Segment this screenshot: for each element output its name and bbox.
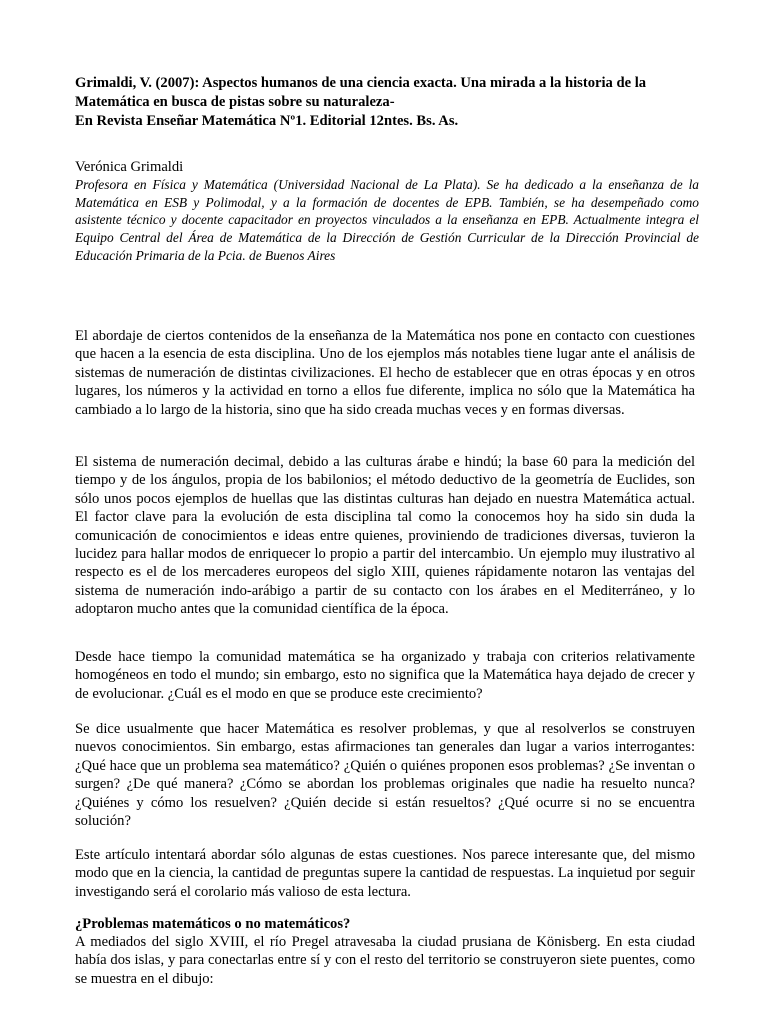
citation-line: Grimaldi, V. (2007): Aspectos humanos de una ciencia exacta. Una mirada a la historia de la — [75, 75, 647, 91]
citation-block — [75, 74, 705, 131]
citation-line: En Revista Enseñar Matemática Nº1. Editorial 12ntes. Bs. As. — [75, 113, 459, 129]
body-paragraph: A mediados del siglo XVIII, el río Pregel atravesaba la ciudad prusiana de Könisberg. En esta ciudad había dos islas, y para conectarlas entre sí y con el resto del territorio se construyeron siete puentes, como se muestra en el dibujo: — [75, 934, 695, 987]
body-paragraph: Desde hace tiempo la comunidad matemática se ha organizado y trabaja con criterios relativamente homogéneos en todo el mundo; sin embargo, esto no significa que la Matemática haya dejado de crecer y de evolucionar. ¿Cuál es el modo en que se produce este crecimiento? — [75, 649, 695, 702]
body-paragraph: Este artículo intentará abordar sólo algunas de estas cuestiones. Nos parece interesante que, del mismo modo que en la ciencia, la cantidad de preguntas supere la cantidad de respuestas. La inquietud por seguir investigando será el corolario más valioso de esta lectura. — [75, 847, 695, 900]
section-heading: ¿Problemas matemáticos o no matemáticos? — [75, 916, 351, 932]
author-bio: Profesora en Física y Matemática (Universidad Nacional de La Plata). Se ha dedicado a la enseñanza de la Matemática en ESB y Polimodal, y a la formación de docentes de EPB. También, se ha desempeñado como asistente técnico y docente capacitador en proyectos vinculados a la enseñanza en EPB. Actualmente integra el Equipo Central del Área de Matemática de la Dirección de Gestión Curricular de la Dirección Provincial de Educación Primaria de la Pcia. de Buenos Aires — [75, 177, 699, 263]
body-paragraph: El abordaje de ciertos contenidos de la enseñanza de la Matemática nos pone en contacto con cuestiones que hacen a la esencia de esta disciplina. Uno de los ejemplos más notables tiene lugar ante el análisis de sistemas de numeración de distintas civilizaciones. El hecho de establecer que en otras épocas y en otros lugares, los números y la actividad en torno a ellos fue diferente, implica no sólo que la Matemática ha cambiado a lo largo de la historia, sino que ha sido creada muchas veces y en formas diversas. — [75, 328, 695, 418]
body-paragraph: El sistema de numeración decimal, debido a las culturas árabe e hindú; la base 60 para la medición del tiempo y de los ángulos, propia de los babilonios; el método deductivo de la geometría de Euclides, son sólo unos pocos ejemplos de huellas que las distintas culturas han dejado en nuestra Matemática actual. El factor clave para la evolución de esta disciplina tal como la conocemos hoy ha sido sin duda la comunicación de conocimientos e ideas entre quienes, proviniendo de tradiciones diversas, tuvieron la lucidez para hallar modos de enriquecer lo propio a partir del intercambio. Un ejemplo muy ilustrativo al respecto es el de los mercaderes europeos del siglo XIII, quienes rápidamente notaron las ventajas del sistema de numeración indo-arábigo a partir de su contacto con los árabes en el Mediterráneo, y lo adoptaron mucho antes que la comunidad científica de la época. — [75, 454, 695, 618]
author-name: Verónica Grimaldi — [75, 159, 184, 175]
citation-line: Matemática en busca de pistas sobre su naturaleza- — [75, 94, 395, 110]
body-paragraph: Se dice usualmente que hacer Matemática es resolver problemas, y que al resolverlos se construyen nuevos conocimientos. Sin embargo, estas afirmaciones tan generales dan lugar a varios interrogantes: ¿Qué hace que un problema sea matemático? ¿Quién o quiénes proponen esos problemas? ¿Se inventan o surgen? ¿De qué manera? ¿Cómo se abordan los problemas originales que nadie ha resuelto nunca? ¿Quiénes y cómo los resuelven? ¿Quién decide si están resueltos? ¿Qué ocurre si no se encuentra solución? — [75, 721, 695, 830]
